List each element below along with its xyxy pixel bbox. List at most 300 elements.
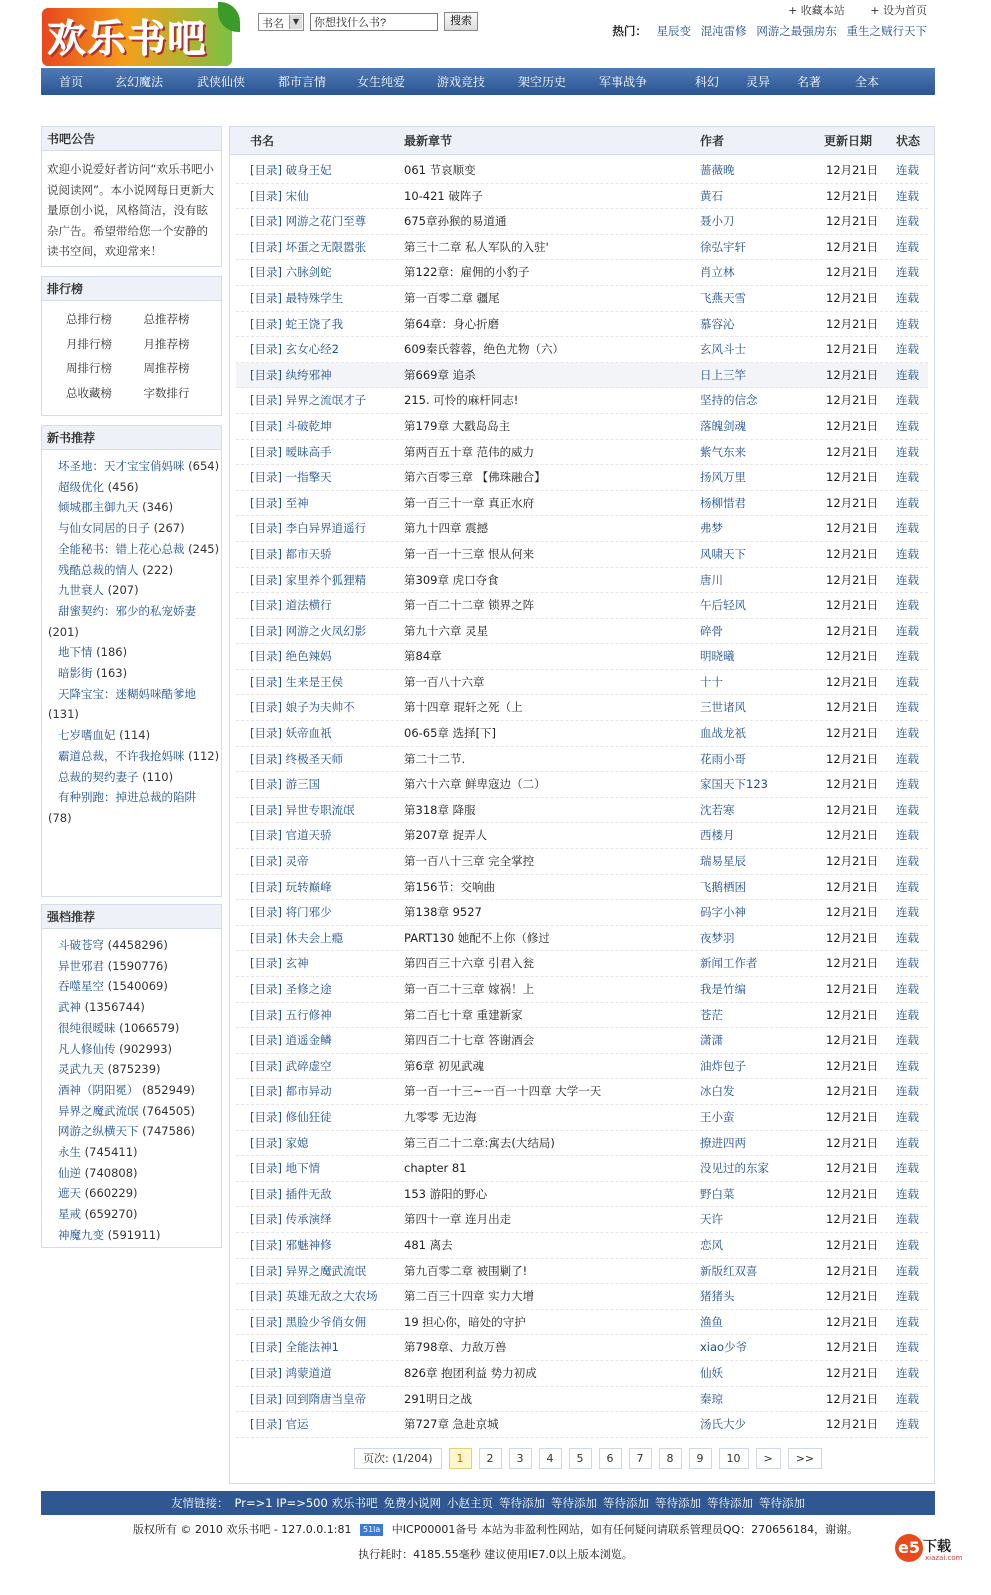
- author-link[interactable]: 肖立林: [700, 265, 735, 280]
- status-link[interactable]: 连载: [896, 367, 919, 382]
- book-name-link[interactable]: [目录] 纨绔邪神: [250, 367, 332, 382]
- latest-chapter: 第一百八十三章 完全掌控: [404, 854, 535, 869]
- friend-link[interactable]: 等待添加: [498, 1496, 545, 1510]
- latest-chapter: 第二百七十章 重建新家: [404, 1007, 523, 1022]
- author-link[interactable]: 坚持的信念: [700, 393, 758, 408]
- latest-chapter: 第309章 虎口夺食: [404, 572, 499, 587]
- status-link[interactable]: 连载: [896, 1237, 919, 1252]
- status-link[interactable]: 连载: [896, 649, 919, 664]
- book-name-link[interactable]: [目录] 插件无敌: [250, 1186, 332, 1201]
- author-link[interactable]: 三世诸风: [700, 700, 746, 715]
- book-count: (902993): [119, 1041, 173, 1056]
- author-link[interactable]: 风啸天下: [700, 546, 746, 561]
- stats-badge[interactable]: 51la: [360, 1524, 383, 1536]
- book-link[interactable]: 吞噬星空: [58, 979, 104, 994]
- status-link[interactable]: 连载: [896, 1314, 919, 1329]
- author-link[interactable]: 瑞易星辰: [700, 854, 746, 869]
- ranking-link[interactable]: 总收藏榜: [66, 385, 112, 400]
- status-link[interactable]: 连载: [896, 828, 919, 843]
- status-link[interactable]: 连载: [896, 163, 919, 177]
- status-link[interactable]: 连载: [896, 777, 919, 792]
- hot-book-link[interactable]: 混沌雷修: [700, 24, 747, 38]
- book-name-link[interactable]: [目录] 休夫会上瘾: [250, 930, 344, 945]
- book-link[interactable]: 永生: [58, 1145, 81, 1160]
- book-name-link[interactable]: [目录] 传承演绎: [250, 1212, 332, 1227]
- author-link[interactable]: 聂小刀: [700, 214, 735, 229]
- page-button[interactable]: 10: [719, 1448, 749, 1469]
- latest-chapter: 061 节哀顺变: [404, 163, 476, 177]
- book-link[interactable]: 神魔九变: [58, 1227, 104, 1242]
- list-item: [48, 1080, 221, 1101]
- author-link[interactable]: 徐弘宇轩: [700, 239, 746, 254]
- author-link[interactable]: 猪猪头: [700, 1289, 735, 1304]
- update-date: 12月21日: [826, 1263, 879, 1278]
- friend-link[interactable]: 等待添加: [758, 1496, 805, 1510]
- book-name-link[interactable]: [目录] 道法横行: [250, 598, 332, 613]
- status-link[interactable]: 连载: [896, 1340, 919, 1355]
- nav-item[interactable]: 军事战争: [599, 75, 648, 89]
- author-link[interactable]: 恋风: [700, 1237, 723, 1252]
- status-link[interactable]: 连载: [896, 1161, 919, 1176]
- status-link[interactable]: 连载: [896, 802, 919, 817]
- status-link[interactable]: 连载: [896, 674, 919, 689]
- status-link[interactable]: 连载: [896, 1007, 919, 1022]
- page-button[interactable]: 4: [539, 1448, 562, 1469]
- author-link[interactable]: 碎骨: [700, 623, 723, 638]
- update-date: 12月21日: [826, 1314, 879, 1329]
- status-link[interactable]: 连载: [896, 393, 919, 408]
- author-link[interactable]: 秦琼: [700, 1391, 723, 1406]
- author-link[interactable]: 弗梦: [700, 521, 723, 536]
- book-link[interactable]: 倾城郡主御九天: [58, 500, 139, 515]
- friend-link[interactable]: 等待添加: [602, 1496, 649, 1510]
- author-link[interactable]: 扬风万里: [700, 470, 746, 485]
- status-link[interactable]: 连载: [896, 521, 919, 536]
- new-books-panel: [41, 425, 222, 897]
- latest-chapter: 第一百八十六章: [404, 674, 485, 689]
- status-link[interactable]: 连载: [896, 930, 919, 945]
- author-link[interactable]: 蔷薇晚: [700, 163, 735, 177]
- table-row: [236, 1028, 928, 1054]
- search-input[interactable]: [310, 13, 438, 31]
- update-date: 12月21日: [826, 777, 879, 792]
- status-link[interactable]: 连载: [896, 265, 919, 280]
- friend-link[interactable]: Pr=>1 IP=>500 欢乐书吧: [234, 1496, 378, 1510]
- book-name-link[interactable]: [目录] 生来是王侯: [250, 674, 344, 689]
- author-link[interactable]: 西楼月: [700, 828, 735, 843]
- latest-chapter: 第十四章 琨轩之死（上: [404, 700, 523, 715]
- book-count: (1590776): [107, 958, 168, 973]
- table-row: [236, 1207, 928, 1233]
- status-link[interactable]: 连载: [896, 546, 919, 561]
- book-name-link[interactable]: [目录] 五行修神: [250, 1007, 332, 1022]
- list-item: [48, 642, 221, 663]
- latest-chapter: 第727章 急赴京城: [404, 1417, 499, 1432]
- latest-chapter: 第九百零二章 被围剿了!: [404, 1263, 528, 1278]
- ranking-link[interactable]: 字数排行: [143, 385, 190, 400]
- book-link[interactable]: 酒神（阴阳冕）: [58, 1082, 139, 1097]
- latest-chapter: 675章孙猴的易道通: [404, 214, 507, 229]
- status-link[interactable]: 连载: [896, 905, 919, 920]
- author-link[interactable]: 新版红双喜: [700, 1263, 758, 1278]
- status-link[interactable]: 连载: [896, 316, 919, 331]
- author-link[interactable]: 飞鹅栖困: [700, 879, 746, 894]
- book-link[interactable]: 武神: [58, 1000, 81, 1015]
- book-name-link[interactable]: [目录] 修仙狂徒: [250, 1109, 332, 1124]
- search-bar: [258, 12, 478, 31]
- status-link[interactable]: 连载: [896, 1135, 919, 1150]
- author-link[interactable]: 十十: [700, 674, 723, 689]
- author-link[interactable]: 日上三竿: [700, 367, 746, 382]
- book-name-link[interactable]: [目录] 官道天骄: [250, 828, 332, 843]
- update-date: 12月21日: [826, 572, 879, 587]
- author-link[interactable]: 王小蛮: [700, 1109, 735, 1124]
- latest-chapter: 826章 抱团利益 势力初成: [404, 1365, 537, 1380]
- book-name-link[interactable]: [目录] 破身王妃: [250, 163, 332, 177]
- main-nav: [41, 68, 935, 95]
- author-link[interactable]: 新闻工作者: [700, 956, 758, 971]
- book-link[interactable]: 凡人修仙传: [58, 1041, 116, 1056]
- book-link[interactable]: 灵武九天: [58, 1062, 104, 1077]
- author-link[interactable]: 落魄剑魂: [700, 418, 746, 433]
- friend-link[interactable]: 小赵主页: [446, 1496, 493, 1510]
- book-link[interactable]: 与仙女同居的日子: [58, 521, 150, 536]
- author-link[interactable]: 紫气东来: [700, 444, 746, 459]
- book-link[interactable]: 全能秘书：错上花心总裁: [58, 541, 185, 556]
- list-item: [48, 560, 221, 581]
- ranking-link[interactable]: 周推荐榜: [143, 361, 190, 375]
- book-count: (660229): [84, 1186, 138, 1201]
- book-name-link[interactable]: [目录] 灵帝: [250, 854, 309, 869]
- table-row: [236, 644, 928, 670]
- book-link[interactable]: 仙逆: [58, 1165, 81, 1180]
- book-name-link[interactable]: [目录] 玄神: [250, 956, 309, 971]
- book-name-link[interactable]: [目录] 宋仙: [250, 188, 309, 203]
- status-link[interactable]: 连载: [896, 879, 919, 894]
- book-count: (346): [142, 500, 174, 515]
- friend-link[interactable]: 等待添加: [550, 1496, 597, 1510]
- status-link[interactable]: 连载: [896, 1391, 919, 1406]
- page-button[interactable]: 2: [479, 1448, 502, 1469]
- book-name-link[interactable]: [目录] 异界之魔武流氓: [250, 1263, 367, 1278]
- author-link[interactable]: 天许: [700, 1212, 723, 1227]
- author-link[interactable]: 油炸包子: [700, 1058, 746, 1073]
- book-name-link[interactable]: [目录] 黑脸少爷俏女佣: [250, 1314, 367, 1329]
- hot-books: [612, 23, 927, 39]
- author-link[interactable]: xiao少爷: [700, 1340, 748, 1355]
- table-row: [236, 235, 928, 261]
- hot-label: 热门：: [612, 24, 647, 38]
- status-link[interactable]: 连载: [896, 700, 919, 715]
- author-link[interactable]: 仙妖: [700, 1365, 723, 1380]
- book-name-link[interactable]: [目录] 都市异动: [250, 1084, 332, 1099]
- nav-item[interactable]: 科幻: [695, 75, 720, 89]
- book-link[interactable]: 九世衰人: [58, 583, 104, 598]
- list-item: [48, 1059, 221, 1080]
- table-row: [236, 209, 928, 235]
- page-button[interactable]: 8: [659, 1448, 682, 1469]
- book-name-link[interactable]: [目录] 武碎虚空: [250, 1058, 332, 1073]
- status-link[interactable]: 连载: [896, 751, 919, 766]
- list-item: [48, 935, 221, 956]
- author-link[interactable]: 杨柳惜君: [700, 495, 746, 510]
- nav-item[interactable]: 游戏竞技: [437, 75, 486, 89]
- book-link[interactable]: 七岁嗜血妃: [58, 728, 116, 743]
- book-link[interactable]: 暗影街: [58, 666, 93, 681]
- author-link[interactable]: 潇潇: [700, 1033, 723, 1048]
- hot-book-link[interactable]: 网游之最强房东: [756, 24, 837, 38]
- friend-link[interactable]: 等待添加: [654, 1496, 701, 1510]
- hot-book-link[interactable]: 重生之贼行天下: [846, 24, 927, 38]
- nav-item[interactable]: 全本: [855, 75, 880, 89]
- book-name-link[interactable]: [目录] 斗破乾坤: [250, 418, 332, 433]
- book-count: (112): [188, 748, 220, 763]
- status-link[interactable]: 连载: [896, 1417, 919, 1432]
- status-link[interactable]: 连载: [896, 623, 919, 638]
- set-homepage-link[interactable]: + 设为首页: [870, 4, 927, 17]
- book-link[interactable]: 异界之魔武流氓: [58, 1103, 139, 1118]
- book-name-link[interactable]: [目录] 最特殊学生: [250, 290, 344, 305]
- book-name-link[interactable]: [目录] 网游之花门至尊: [250, 214, 367, 229]
- ranking-link[interactable]: 总排行榜: [66, 312, 112, 326]
- book-name-link[interactable]: [目录] 玩转巅峰: [250, 879, 332, 894]
- friend-links-label: 友情链接：: [171, 1496, 229, 1510]
- book-name-link[interactable]: [目录] 官运: [250, 1417, 309, 1432]
- book-link[interactable]: 星戒: [58, 1207, 81, 1222]
- status-link[interactable]: 连载: [896, 1289, 919, 1304]
- status-link[interactable]: 连载: [896, 598, 919, 613]
- author-link[interactable]: 夜梦羽: [700, 930, 735, 945]
- table-row: [236, 619, 928, 645]
- book-name-link[interactable]: [目录] 玄女心经2: [250, 342, 339, 357]
- hot-book-link[interactable]: 星辰变: [656, 24, 692, 38]
- book-name-link[interactable]: [目录] 地下情: [250, 1161, 321, 1176]
- status-link[interactable]: 连载: [896, 572, 919, 587]
- book-link[interactable]: 网游之纵横天下: [58, 1124, 139, 1139]
- author-link[interactable]: 花雨小哥: [700, 751, 746, 766]
- exec-time: 执行耗时：4185.55毫秒 建议使用IE7.0以上版本浏览。: [358, 1548, 633, 1561]
- book-link[interactable]: 超级优化: [58, 479, 104, 494]
- status-link[interactable]: 连载: [896, 1109, 919, 1124]
- status-link[interactable]: 连载: [896, 1365, 919, 1380]
- book-name-link[interactable]: [目录] 邪魅神修: [250, 1237, 332, 1252]
- ranking-link[interactable]: 周排行榜: [66, 361, 112, 375]
- list-item: [48, 1121, 221, 1142]
- friend-link[interactable]: 等待添加: [706, 1496, 753, 1510]
- book-link[interactable]: 总裁的契约妻子: [58, 769, 139, 784]
- book-name-link[interactable]: [目录] 都市天骄: [250, 546, 332, 561]
- book-name-link[interactable]: [目录] 一指擎天: [250, 470, 332, 485]
- page-button[interactable]: 5: [569, 1448, 592, 1469]
- table-row: [236, 388, 928, 414]
- page-button[interactable]: 1: [449, 1448, 472, 1469]
- nav-item[interactable]: 架空历史: [518, 75, 567, 89]
- table-row: [236, 1105, 928, 1131]
- latest-chapter: 609秦氏蓉蓉，绝色尤物（六）: [404, 342, 564, 357]
- nav-item[interactable]: 武侠仙侠: [197, 75, 246, 89]
- ranking-link[interactable]: 总推荐榜: [143, 312, 190, 326]
- last-page-button[interactable]: >>: [788, 1448, 822, 1469]
- book-name-link[interactable]: [目录] 鸿蒙道道: [250, 1365, 332, 1380]
- book-name-link[interactable]: [目录] 暧昧高手: [250, 444, 332, 459]
- page-button[interactable]: 7: [629, 1448, 652, 1469]
- book-link[interactable]: 有种别跑：掉进总裁的陷阱: [58, 790, 196, 805]
- nav-item[interactable]: 首页: [59, 75, 84, 89]
- latest-chapter: chapter 81: [404, 1161, 467, 1176]
- latest-chapter: 第一百一十三~一百一十四章 大学一天: [404, 1084, 602, 1099]
- status-link[interactable]: 连载: [896, 239, 919, 254]
- author-link[interactable]: 玄风斗士: [700, 342, 746, 357]
- ranking-link[interactable]: 月排行榜: [66, 336, 112, 351]
- book-count: (1356744): [84, 1000, 145, 1015]
- book-name-link[interactable]: [目录] 蛇王饶了我: [250, 316, 344, 331]
- ranking-link[interactable]: 月推荐榜: [143, 336, 190, 351]
- book-link[interactable]: 天降宝宝：迷糊妈咪酷爹地: [58, 686, 196, 701]
- book-count: (201): [48, 624, 79, 639]
- book-link[interactable]: 很纯很暧昧: [58, 1020, 116, 1035]
- book-name-link[interactable]: [目录] 圣修之途: [250, 982, 332, 996]
- book-name-link[interactable]: [目录] 终极圣天师: [250, 751, 344, 766]
- author-link[interactable]: 苍茫: [700, 1007, 723, 1022]
- book-link[interactable]: 坏圣地：天才宝宝俏妈咪: [58, 459, 185, 473]
- book-name-link[interactable]: [目录] 网游之火凤幻影: [250, 623, 367, 638]
- status-link[interactable]: 连载: [896, 1033, 919, 1048]
- nav-item[interactable]: 名著: [797, 75, 822, 89]
- author-link[interactable]: 家国天下123: [700, 777, 768, 792]
- status-link[interactable]: 连载: [896, 444, 919, 459]
- latest-chapter: 第四十一章 连月出走: [404, 1212, 512, 1227]
- book-name-link[interactable]: [目录] 至神: [250, 495, 309, 510]
- update-date: 12月21日: [826, 956, 879, 971]
- book-name-link[interactable]: [目录] 全能法神1: [250, 1340, 339, 1355]
- ranking-panel: [41, 276, 222, 416]
- author-link[interactable]: 汤氏大少: [700, 1417, 746, 1432]
- author-link[interactable]: 明晓曦: [700, 649, 735, 664]
- book-name-link[interactable]: [目录] 娘子为夫帅不: [250, 700, 355, 715]
- book-name-link[interactable]: [目录] 绝色辣妈: [250, 649, 332, 664]
- book-link[interactable]: 遮天: [58, 1186, 81, 1201]
- update-date: 12月21日: [826, 1391, 879, 1406]
- book-name-link[interactable]: [目录] 异界之流氓才子: [250, 393, 367, 408]
- bookmark-link[interactable]: + 收藏本站: [788, 4, 845, 17]
- book-name-link[interactable]: [目录] 家媳: [250, 1135, 309, 1150]
- list-item: [48, 456, 221, 477]
- book-name-link[interactable]: [目录] 妖帝血祇: [250, 726, 332, 741]
- watermark-text: 下载: [923, 1539, 951, 1555]
- status-link[interactable]: 连载: [896, 726, 919, 741]
- page-info: 页次: (1/204): [354, 1448, 442, 1469]
- search-type-select[interactable]: [258, 13, 304, 31]
- book-count: (852949): [142, 1082, 196, 1097]
- nav-item[interactable]: 都市言情: [278, 75, 327, 89]
- list-item: [48, 1183, 221, 1204]
- book-count: (245): [188, 541, 220, 556]
- book-name-link[interactable]: [目录] 李白异界逍遥行: [250, 521, 367, 536]
- book-name-link[interactable]: [目录] 逍遥金鳞: [250, 1033, 332, 1048]
- author-link[interactable]: 血战龙祇: [700, 726, 746, 741]
- status-link[interactable]: 连载: [896, 1058, 919, 1073]
- book-link[interactable]: 残酷总裁的情人: [58, 562, 139, 577]
- author-link[interactable]: 唐川: [700, 572, 723, 587]
- status-link[interactable]: 连载: [896, 418, 919, 433]
- status-link[interactable]: 连载: [896, 854, 919, 869]
- author-link[interactable]: 码字小神: [700, 905, 746, 920]
- book-name-link[interactable]: [目录] 坏蛋之无限嚣张: [250, 239, 367, 254]
- status-link[interactable]: 连载: [896, 956, 919, 971]
- table-row: [236, 1079, 928, 1105]
- status-link[interactable]: 连载: [896, 1084, 919, 1099]
- nav-item[interactable]: 玄幻魔法: [115, 75, 164, 89]
- author-link[interactable]: 沈若寒: [700, 802, 735, 817]
- site-logo[interactable]: [42, 2, 232, 66]
- author-link[interactable]: 渔鱼: [700, 1314, 723, 1329]
- book-link[interactable]: 甜蜜契约：邪少的私宠娇妻: [58, 603, 196, 618]
- next-page-button[interactable]: >: [756, 1448, 781, 1469]
- author-link[interactable]: 冰白发: [700, 1084, 735, 1099]
- table-row: [236, 670, 928, 696]
- list-item: [48, 1225, 221, 1246]
- update-date: 12月21日: [826, 342, 879, 357]
- search-button[interactable]: 搜索: [444, 12, 478, 31]
- update-date: 12月21日: [826, 1340, 879, 1355]
- author-link[interactable]: 午后轻风: [700, 598, 746, 613]
- status-link[interactable]: 连载: [896, 470, 919, 485]
- status-link[interactable]: 连载: [896, 1263, 919, 1278]
- book-link[interactable]: 霸道总裁，不许我抢妈咪: [58, 748, 185, 763]
- author-link[interactable]: 野白菜: [700, 1186, 735, 1201]
- friend-links: [41, 1491, 935, 1515]
- latest-chapter: 第318章 降服: [404, 802, 476, 817]
- status-link[interactable]: 连载: [896, 290, 919, 305]
- watermark-circle-icon: e5: [895, 1534, 923, 1562]
- update-date: 12月21日: [826, 1365, 879, 1380]
- book-name-link[interactable]: [目录] 回到隋唐当皇帝: [250, 1391, 367, 1406]
- status-link[interactable]: 连载: [896, 188, 919, 203]
- status-link[interactable]: 连载: [896, 1212, 919, 1227]
- author-link[interactable]: 我是竹编: [700, 982, 746, 996]
- nav-item[interactable]: 灵异: [746, 75, 771, 89]
- status-link[interactable]: 连载: [896, 1186, 919, 1201]
- author-link[interactable]: 黄石: [700, 188, 723, 203]
- book-name-link[interactable]: [目录] 异世专职流氓: [250, 802, 355, 817]
- author-link[interactable]: 没见过的东家: [700, 1161, 769, 1176]
- page-button[interactable]: 6: [599, 1448, 622, 1469]
- update-table: [229, 126, 935, 1484]
- book-name-link[interactable]: [目录] 将门邪少: [250, 905, 332, 920]
- book-name-link[interactable]: [目录] 家里养个狐狸精: [250, 572, 367, 587]
- book-name-link[interactable]: [目录] 游三国: [250, 777, 321, 792]
- book-link[interactable]: 地下情: [58, 645, 93, 660]
- status-link[interactable]: 连载: [896, 342, 919, 357]
- nav-item[interactable]: 女生纯爱: [357, 75, 406, 89]
- book-link[interactable]: 异世邪君: [58, 958, 104, 973]
- status-link[interactable]: 连载: [896, 495, 919, 510]
- page-button[interactable]: 3: [509, 1448, 532, 1469]
- book-link[interactable]: 斗破苍穹: [58, 938, 104, 952]
- table-row: [236, 1182, 928, 1208]
- author-link[interactable]: 慕容沁: [700, 316, 735, 331]
- author-link[interactable]: 撩进四两: [700, 1135, 746, 1150]
- friend-link[interactable]: 免费小说网: [383, 1496, 441, 1510]
- book-name-link[interactable]: [目录] 英雄无敌之大农场: [250, 1289, 378, 1304]
- list-item: [48, 767, 221, 788]
- update-date: 12月21日: [826, 239, 879, 254]
- book-name-link[interactable]: [目录] 六脉剑蛇: [250, 265, 332, 280]
- status-link[interactable]: 连载: [896, 214, 919, 229]
- page-button[interactable]: 9: [689, 1448, 712, 1469]
- status-link[interactable]: 连载: [896, 982, 919, 996]
- author-link[interactable]: 飞燕天雪: [700, 290, 746, 305]
